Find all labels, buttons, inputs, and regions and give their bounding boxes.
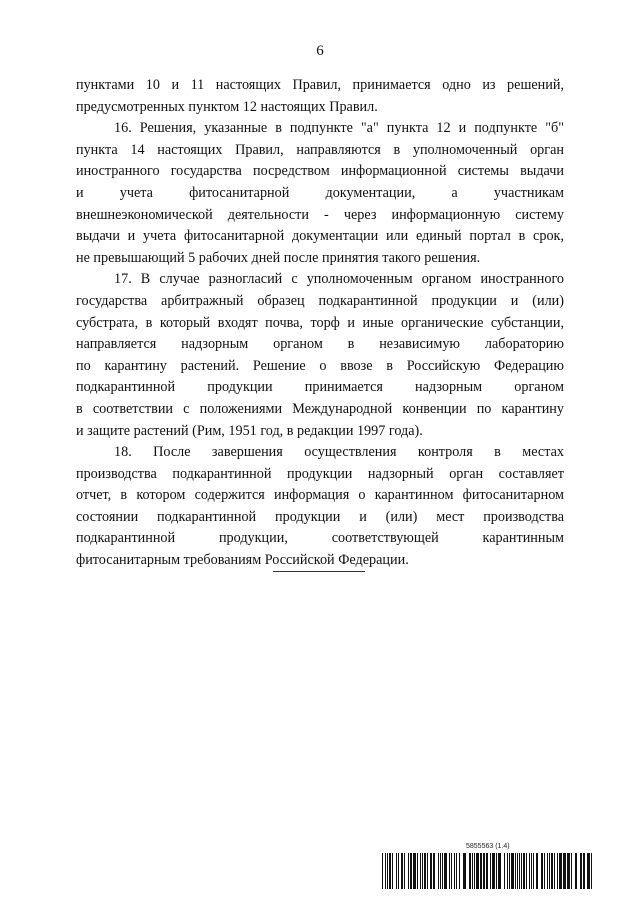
barcode-bar <box>420 853 421 889</box>
text-line: 16. Решения, указанные в подпункте "а" пункта 12 и подпункте "б" <box>114 120 564 137</box>
text-line: иностранного государства посредством информационной системы выдачи <box>76 163 564 180</box>
barcode-bar <box>575 853 577 889</box>
barcode-bar <box>454 853 455 889</box>
barcode-bar <box>474 853 475 889</box>
barcode-bar <box>413 853 416 889</box>
text-line: пунктами 10 и 11 настоящих Правил, принимается одно из решений, <box>76 77 564 93</box>
barcode-bar <box>571 853 572 889</box>
barcode-label: 5855563 (1.4) <box>466 843 510 850</box>
text-line: не превышающий 5 рабочих дней после принятия такого решения. <box>76 249 481 266</box>
text-line: фитосанитарным требованиям Российской Федерации. <box>76 552 409 569</box>
barcode-bar <box>567 853 570 889</box>
barcode-bar <box>547 853 548 889</box>
barcode-bar <box>519 853 520 889</box>
barcode-bar <box>476 853 479 889</box>
document-body <box>76 75 564 572</box>
barcode-bar <box>529 853 530 889</box>
barcode-bar <box>433 853 435 889</box>
end-separator-line <box>273 571 365 572</box>
document-barcode <box>382 843 596 889</box>
text-line: и защите растений (Рим, 1951 год, в редакции 1997 года). <box>76 422 423 439</box>
text-line: 17. В случае разногласий с уполномоченным органом иностранного <box>114 271 564 288</box>
barcode-bar <box>521 853 522 889</box>
barcode-bar <box>554 853 555 889</box>
barcode-bar <box>469 853 471 889</box>
barcode-bar <box>417 853 418 889</box>
text-line: внешнеэкономической деятельности - через информационную систему <box>76 206 564 223</box>
barcode-bar <box>389 853 391 889</box>
barcode-bar <box>511 853 514 889</box>
barcode-bar <box>480 853 482 889</box>
barcode-bar <box>438 853 439 889</box>
barcode-bar <box>523 853 525 889</box>
text-line: состоянии подкарантинной продукции и (или) мест производства <box>76 508 564 525</box>
barcode-bar <box>410 853 412 889</box>
text-line: предусмотренных пунктом 12 настоящих Правил. <box>76 98 378 115</box>
barcode-bar <box>422 853 423 889</box>
text-line: в соответствии с положениями Международной конвенции по карантину <box>76 400 564 417</box>
barcode-bar <box>427 853 428 889</box>
barcode-bar <box>492 853 495 889</box>
barcode-bar <box>486 853 488 889</box>
text-line: подкарантинной продукции принимается надзорным органом <box>76 379 564 396</box>
text-line: производства подкарантинной продукции надзорный орган составляет <box>76 465 564 482</box>
barcode-bar <box>549 853 550 889</box>
barcode-bar <box>507 853 508 889</box>
barcode-bar <box>398 853 399 889</box>
barcode-bar <box>449 853 450 889</box>
barcode-bar <box>583 853 585 889</box>
barcode-bar <box>504 853 505 889</box>
paragraph-18 <box>76 442 564 572</box>
barcode-bar <box>440 853 441 889</box>
barcode-bar <box>472 853 473 889</box>
barcode-bar <box>490 853 491 889</box>
barcode-bar <box>442 853 443 889</box>
paragraph-17 <box>76 269 564 442</box>
barcode-bar <box>408 853 409 889</box>
text-line: подкарантинной продукции, соответствующей карантинным <box>76 530 564 547</box>
barcode-bar <box>557 853 558 889</box>
barcode-bar <box>536 853 538 889</box>
barcode-bar <box>387 853 388 889</box>
barcode-bar <box>444 853 447 889</box>
barcode-bar <box>515 853 516 889</box>
barcode-bar <box>392 853 393 889</box>
barcode-image <box>382 853 596 889</box>
barcode-bar <box>533 853 534 889</box>
barcode-bar <box>459 853 460 889</box>
text-line: государства арбитражный образец подкарантинной продукции и (или) <box>76 292 564 309</box>
text-line: направляется надзорным органом в независимую лабораторию <box>76 336 564 353</box>
text-line: 18. После завершения осуществления контроля в местах <box>114 444 564 461</box>
paragraph-16 <box>76 118 564 269</box>
paragraph-continuation <box>76 75 564 118</box>
barcode-bar <box>401 853 403 889</box>
barcode-bar <box>526 853 527 889</box>
text-line: отчет, в котором содержится информация о карантинном фитосанитарном <box>76 487 564 504</box>
barcode-bar <box>531 853 532 889</box>
barcode-bar <box>404 853 405 889</box>
barcode-bar <box>396 853 397 889</box>
barcode-bar <box>382 853 383 889</box>
barcode-bar <box>430 853 432 889</box>
barcode-bar <box>463 853 466 889</box>
barcode-bar <box>559 853 562 889</box>
barcode-bar <box>587 853 590 889</box>
barcode-bar <box>483 853 485 889</box>
barcode-bar <box>517 853 518 889</box>
text-line: и учета фитосанитарной документации, а участникам <box>76 184 564 201</box>
barcode-bar <box>451 853 452 889</box>
barcode-bar <box>551 853 553 889</box>
barcode-bar <box>541 853 543 889</box>
page-number: 6 <box>316 43 324 59</box>
barcode-bar <box>509 853 510 889</box>
text-line: выдачи и учета фитосанитарной документации или единый портал в срок, <box>76 228 564 245</box>
text-line: субстрата, в который входят почва, торф и иные органические субстанции, <box>76 314 564 331</box>
barcode-bar <box>580 853 582 889</box>
text-line: по карантину растений. Решение о ввозе в Российскую Федерацию <box>76 357 564 374</box>
text-line: пункта 14 настоящих Правил, направляются в уполномоченный орган <box>76 141 564 158</box>
barcode-bar <box>544 853 545 889</box>
barcode-bar <box>563 853 566 889</box>
barcode-bar <box>385 853 386 889</box>
barcode-bar <box>496 853 497 889</box>
barcode-bar <box>456 853 457 889</box>
barcode-bar <box>591 853 592 889</box>
barcode-bar <box>424 853 426 889</box>
barcode-bar <box>498 853 501 889</box>
